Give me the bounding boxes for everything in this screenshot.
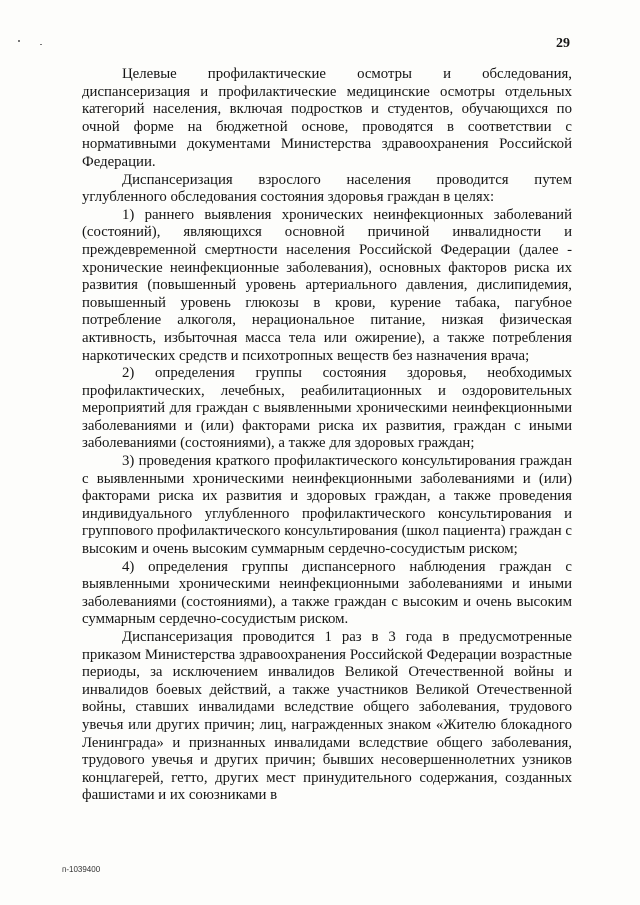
- document-body: [82, 66, 572, 805]
- list-item-1: 1) раннего выявления хронических неинфекционных заболеваний (состояний), являющихся основной причиной инвалидности и преждевременной смертности населения Российской Федерации (далее - хронические неинфекционные заболевания), основных факторов риска их развития (повышенный уровень артериального давления, дислипидемия, повышенный уровень глюкозы в крови, курение табака, пагубное потребление алкоголя, нерациональное питание, низкая физическая активность, избыточная масса тела или ожирение), а также потребления наркотических средств и психотропных веществ без назначения врача;: [82, 206, 572, 364]
- page-number: 29: [556, 36, 570, 51]
- list-item-3: 3) проведения краткого профилактического консультирования граждан с выявленными хроническими неинфекционными заболеваниями и (или) факторами риска их развития и здоровых граждан, а также проведения индивидуального углубленного профилактического консультирования и группового профилактического консультирования (школ пациента) граждан с высоким и очень высоким суммарным сердечно-сосудистым риском;: [82, 453, 572, 558]
- scan-speck: [18, 40, 20, 42]
- paragraph-frequency: Диспансеризация проводится 1 раз в 3 года в предусмотренные приказом Министерства здравоохранения Российской Федерации возрастные периоды, за исключением инвалидов Великой Отечественной войны и инвалидов боевых действий, а также участников Великой Отечественной войны, ставших инвалидами вследствие общего заболевания, трудового увечья или других причин; лиц, награжденных знаком «Жителю блокадного Ленинграда» и признанных инвалидами вследствие общего заболевания, трудового увечья и других причин; бывших несовершеннолетних узников концлагерей, гетто, других мест принудительного содержания, созданных фашистами и их союзниками в: [82, 629, 572, 804]
- list-item-4: 4) определения группы диспансерного наблюдения граждан с выявленными хроническими неинфекционными заболеваниями и иными заболеваниями (состояниями), а также граждан с высоким и очень высоким суммарным сердечно-сосудистым риском.: [82, 558, 572, 628]
- footer-document-code: п-1039400: [62, 865, 101, 874]
- list-item-2: 2) определения группы состояния здоровья, необходимых профилактических, лечебных, реабилитационных и оздоровительных мероприятий для граждан с выявленными хроническими неинфекционными заболеваниями и (или) факторами риска их развития, граждан с иными заболеваниями (состояниями), а также для здоровых граждан;: [82, 365, 572, 452]
- scan-speck: [40, 44, 42, 45]
- paragraph-preventive-exams: Целевые профилактические осмотры и обследования, диспансеризация и профилактические медицинские осмотры отдельных категорий населения, включая подростков и студентов, обучающихся по очной форме на бюджетной основе, проводятся в соответствии с нормативными документами Министерства здравоохранения Российской Федерации.: [82, 66, 572, 170]
- paragraph-dispensarization-goals: Диспансеризация взрослого населения проводится путем углубленного обследования состояния здоровья граждан в целях:: [82, 171, 572, 206]
